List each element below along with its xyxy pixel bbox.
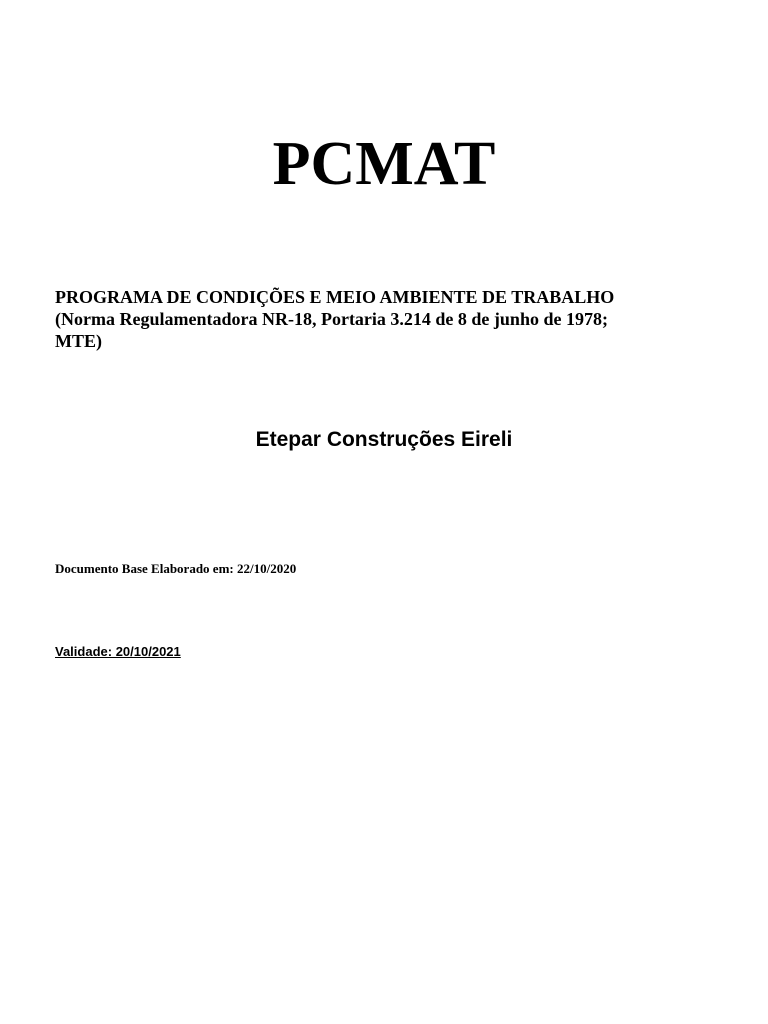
program-description [55,286,715,352]
program-line-2: (Norma Regulamentadora NR-18, Portaria 3.214 de 8 de junho de 1978; [55,309,608,329]
program-line-3: MTE) [55,331,102,351]
program-line-1: PROGRAMA DE CONDIÇÕES E MEIO AMBIENTE DE TRABALHO [55,287,615,307]
company-name: Etepar Construções Eireli [255,428,513,451]
base-document-date: Documento Base Elaborado em: 22/10/2020 [55,561,297,576]
document-title: PCMAT [272,130,496,198]
validity-date: Validade: 20/10/2021 [55,644,181,659]
